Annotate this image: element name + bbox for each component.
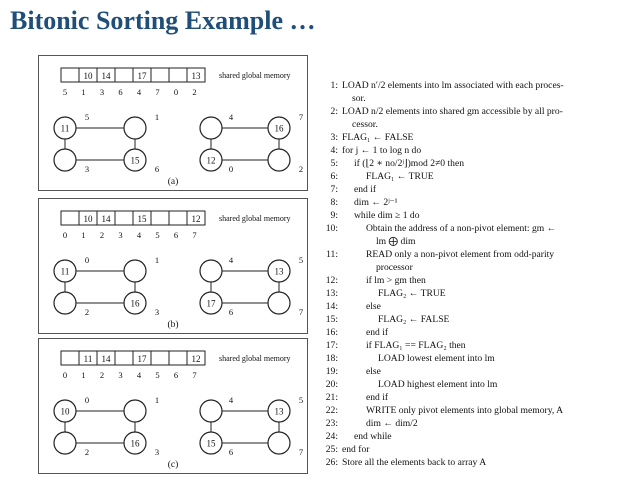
line-number: 16: — [325, 327, 338, 338]
algorithm-line — [318, 353, 495, 364]
edge-label: 7 — [298, 447, 304, 457]
line-text: else — [366, 366, 381, 377]
edge-label: 5 — [84, 112, 90, 122]
algorithm-line — [318, 340, 466, 351]
algorithm-line — [318, 119, 378, 130]
line-number: 10: — [325, 223, 338, 234]
memory-index: 3 — [118, 230, 123, 240]
graph-node — [200, 260, 222, 282]
graph-node — [124, 117, 146, 139]
line-number: 22: — [325, 405, 338, 416]
line-number: 5: — [330, 158, 338, 169]
line-number: 8: — [330, 197, 338, 208]
line-number: 14: — [325, 301, 338, 312]
node-value: 16 — [130, 298, 140, 309]
line-number: 23: — [325, 418, 338, 429]
edge-label: 1 — [154, 255, 160, 265]
graph-node — [54, 292, 76, 314]
line-text: LOAD highest element into lm — [378, 379, 498, 390]
algorithm-line — [318, 262, 413, 273]
node-value: 15 — [206, 438, 216, 449]
algorithm-listing — [318, 80, 636, 476]
memory-cell-value: 10 — [83, 71, 93, 81]
line-text: LOAD lowest element into lm — [378, 353, 495, 364]
line-text: sor. — [352, 93, 366, 104]
algorithm-line — [318, 223, 556, 234]
edge-label: 2 — [298, 164, 304, 174]
line-number: 19: — [325, 366, 338, 377]
memory-index: 5 — [62, 87, 68, 97]
line-number: 7: — [330, 184, 338, 195]
line-text: FLAG₂ ← TRUE — [378, 288, 446, 299]
line-number: 3: — [330, 132, 338, 143]
algorithm-line — [318, 444, 369, 455]
node-value: 12 — [206, 155, 216, 166]
memory-index: 0 — [62, 230, 68, 240]
line-text: for j ← 1 to log n do — [342, 145, 422, 156]
memory-cell — [151, 351, 169, 365]
line-text: FLAG₁ ← TRUE — [366, 171, 434, 182]
algorithm-line — [318, 210, 420, 221]
edge-label: 6 — [228, 307, 234, 317]
memory-cell — [169, 68, 187, 82]
line-text: FLAG₂ ← FALSE — [378, 314, 450, 325]
graph-node — [268, 432, 290, 454]
line-text: while dim ≥ 1 do — [354, 210, 420, 221]
edge-label: 4 — [228, 255, 234, 265]
line-text: Obtain the address of a non-pivot element: gm ← — [366, 223, 557, 234]
memory-index: 3 — [99, 87, 105, 97]
line-text: LOAD n′/2 elements into lm associated with each proces- — [342, 80, 564, 91]
algorithm-line — [318, 106, 563, 117]
algorithm-line — [318, 80, 564, 91]
graph-node — [268, 149, 290, 171]
panel-a — [38, 55, 308, 191]
algorithm-line — [318, 275, 426, 286]
line-number: 11: — [326, 249, 338, 260]
memory-index: 2 — [192, 87, 197, 97]
line-number: 26: — [325, 457, 338, 468]
line-number: 2: — [330, 106, 338, 117]
line-text: else — [366, 301, 381, 312]
memory-index: 2 — [99, 370, 105, 380]
edge-label: 6 — [228, 447, 234, 457]
edge-label: 0 — [84, 395, 90, 405]
memory-diagram — [39, 339, 307, 473]
line-text: if (⌊2 ∗ no/2ʲ⌋)mod 2≠0 then — [354, 158, 465, 169]
memory-index: 0 — [173, 87, 179, 97]
line-text: if FLAG₁ == FLAG₂ then — [366, 340, 466, 351]
memory-label: shared global memory — [219, 354, 291, 363]
memory-cell-value: 12 — [191, 354, 201, 364]
memory-index: 7 — [192, 230, 197, 240]
memory-diagram — [39, 199, 307, 333]
memory-cell-value: 14 — [101, 354, 111, 364]
memory-cell-value: 17 — [137, 71, 147, 81]
line-number: 12: — [325, 275, 338, 286]
panel-caption: (a) — [167, 177, 179, 187]
memory-index: 4 — [136, 370, 142, 380]
graph-node — [124, 400, 146, 422]
panel-caption: (c) — [167, 460, 179, 470]
line-text: LOAD n/2 elements into shared gm accessible by all pro- — [342, 106, 563, 117]
edge-label: 5 — [298, 395, 304, 405]
graph-node — [54, 432, 76, 454]
line-text: if lm > gm then — [366, 275, 426, 286]
edge-label: 2 — [84, 307, 90, 317]
algorithm-line — [318, 418, 418, 429]
line-text: lm ⨁ dim — [376, 236, 416, 247]
algorithm-line — [318, 171, 434, 182]
memory-index: 6 — [118, 87, 123, 97]
line-text: end if — [366, 327, 389, 338]
node-value: 16 — [274, 123, 284, 134]
edge-label: 1 — [154, 112, 160, 122]
graph-node — [268, 292, 290, 314]
memory-cell — [61, 68, 79, 82]
memory-cell — [115, 351, 133, 365]
memory-cell-value: 11 — [83, 354, 93, 364]
algorithm-line — [318, 327, 388, 338]
line-text: FLAG₁ ← FALSE — [342, 132, 414, 143]
memory-cell — [169, 351, 187, 365]
memory-cell-value: 13 — [191, 71, 201, 81]
line-number: 1: — [330, 80, 338, 91]
edge-label: 3 — [84, 164, 90, 174]
algorithm-line — [318, 145, 421, 156]
panel-b — [38, 198, 308, 334]
line-text: cessor. — [352, 119, 378, 130]
line-number: 6: — [330, 171, 338, 182]
memory-index: 4 — [136, 230, 142, 240]
node-value: 15 — [130, 155, 140, 166]
line-text: end for — [342, 444, 370, 455]
edge-label: 7 — [298, 112, 304, 122]
memory-diagram — [39, 56, 307, 190]
memory-index: 5 — [155, 230, 160, 240]
edge-label: 7 — [298, 307, 304, 317]
edge-label: 4 — [228, 112, 234, 122]
node-value: 17 — [206, 298, 216, 309]
line-number: 4: — [330, 145, 338, 156]
algorithm-line — [318, 314, 449, 325]
line-number: 15: — [325, 314, 338, 325]
graph-node — [54, 149, 76, 171]
memory-cell-value: 10 — [83, 214, 93, 224]
algorithm-line — [318, 132, 413, 143]
line-text: processor — [376, 262, 413, 273]
algorithm-line — [318, 249, 554, 260]
memory-index: 5 — [155, 370, 160, 380]
memory-cell-value: 14 — [101, 214, 111, 224]
line-text: dim ← 2ʲ⁻¹ — [354, 197, 398, 208]
node-value: 10 — [60, 406, 70, 417]
graph-node — [200, 117, 222, 139]
line-text: end while — [354, 431, 392, 442]
algorithm-line — [318, 236, 415, 247]
edge-label: 1 — [154, 395, 160, 405]
memory-index: 7 — [192, 370, 197, 380]
graph-node — [124, 260, 146, 282]
edge-label: 5 — [298, 255, 304, 265]
algorithm-line — [318, 184, 376, 195]
memory-index: 1 — [81, 230, 86, 240]
memory-cell-value: 12 — [191, 214, 201, 224]
algorithm-line — [318, 405, 563, 416]
edge-label: 4 — [228, 395, 234, 405]
memory-index: 1 — [81, 370, 86, 380]
memory-cell — [151, 68, 169, 82]
line-number: 25: — [325, 444, 338, 455]
algorithm-line — [318, 392, 388, 403]
line-text: dim ← dim/2 — [366, 418, 418, 429]
line-text: WRITE only pivot elements into global memory, A — [366, 405, 564, 416]
line-number: 21: — [325, 392, 338, 403]
memory-index: 7 — [155, 87, 160, 97]
node-value: 13 — [274, 266, 284, 277]
memory-cell-value: 17 — [137, 354, 147, 364]
memory-cell — [61, 211, 79, 225]
edge-label: 2 — [84, 447, 90, 457]
memory-index: 6 — [173, 230, 179, 240]
node-value: 13 — [274, 406, 284, 417]
line-number: 24: — [325, 431, 338, 442]
memory-index: 2 — [99, 230, 105, 240]
graph-node — [200, 400, 222, 422]
line-number: 9: — [330, 210, 338, 221]
edge-label: 3 — [154, 447, 160, 457]
node-value: 11 — [60, 266, 70, 277]
memory-label: shared global memory — [219, 214, 291, 223]
memory-index: 1 — [81, 87, 86, 97]
line-text: Store all the elements back to array A — [342, 457, 487, 468]
line-number: 18: — [325, 353, 338, 364]
line-number: 13: — [325, 288, 338, 299]
algorithm-line — [318, 158, 464, 169]
memory-index: 4 — [136, 87, 142, 97]
algorithm-line — [318, 93, 366, 104]
algorithm-line — [318, 288, 446, 299]
line-number: 20: — [325, 379, 338, 390]
node-value: 16 — [130, 438, 140, 449]
memory-cell-value: 14 — [101, 71, 111, 81]
algorithm-line — [318, 301, 381, 312]
algorithm-line — [318, 431, 392, 442]
memory-cell — [151, 211, 169, 225]
memory-label: shared global memory — [219, 71, 291, 80]
memory-cell — [169, 211, 187, 225]
memory-cell — [61, 351, 79, 365]
line-text: READ only a non-pivot element from odd-parity — [366, 249, 555, 260]
memory-cell — [115, 211, 133, 225]
memory-index: 3 — [118, 370, 123, 380]
node-value: 11 — [60, 123, 70, 134]
line-text: end if — [354, 184, 377, 195]
edge-label: 3 — [154, 307, 160, 317]
edge-label: 0 — [84, 255, 90, 265]
panel-c — [38, 338, 308, 474]
edge-label: 0 — [228, 164, 234, 174]
algorithm-line — [318, 197, 398, 208]
panel-caption: (b) — [167, 320, 179, 330]
slide-title: Bitonic Sorting Example … — [10, 6, 316, 35]
memory-cell — [115, 68, 133, 82]
algorithm-line — [318, 457, 486, 468]
line-number: 17: — [325, 340, 338, 351]
memory-index: 6 — [173, 370, 179, 380]
edge-label: 6 — [154, 164, 160, 174]
algorithm-line — [318, 366, 381, 377]
line-text: end if — [366, 392, 389, 403]
algorithm-line — [318, 379, 497, 390]
memory-index: 0 — [62, 370, 68, 380]
memory-cell-value: 15 — [137, 214, 147, 224]
